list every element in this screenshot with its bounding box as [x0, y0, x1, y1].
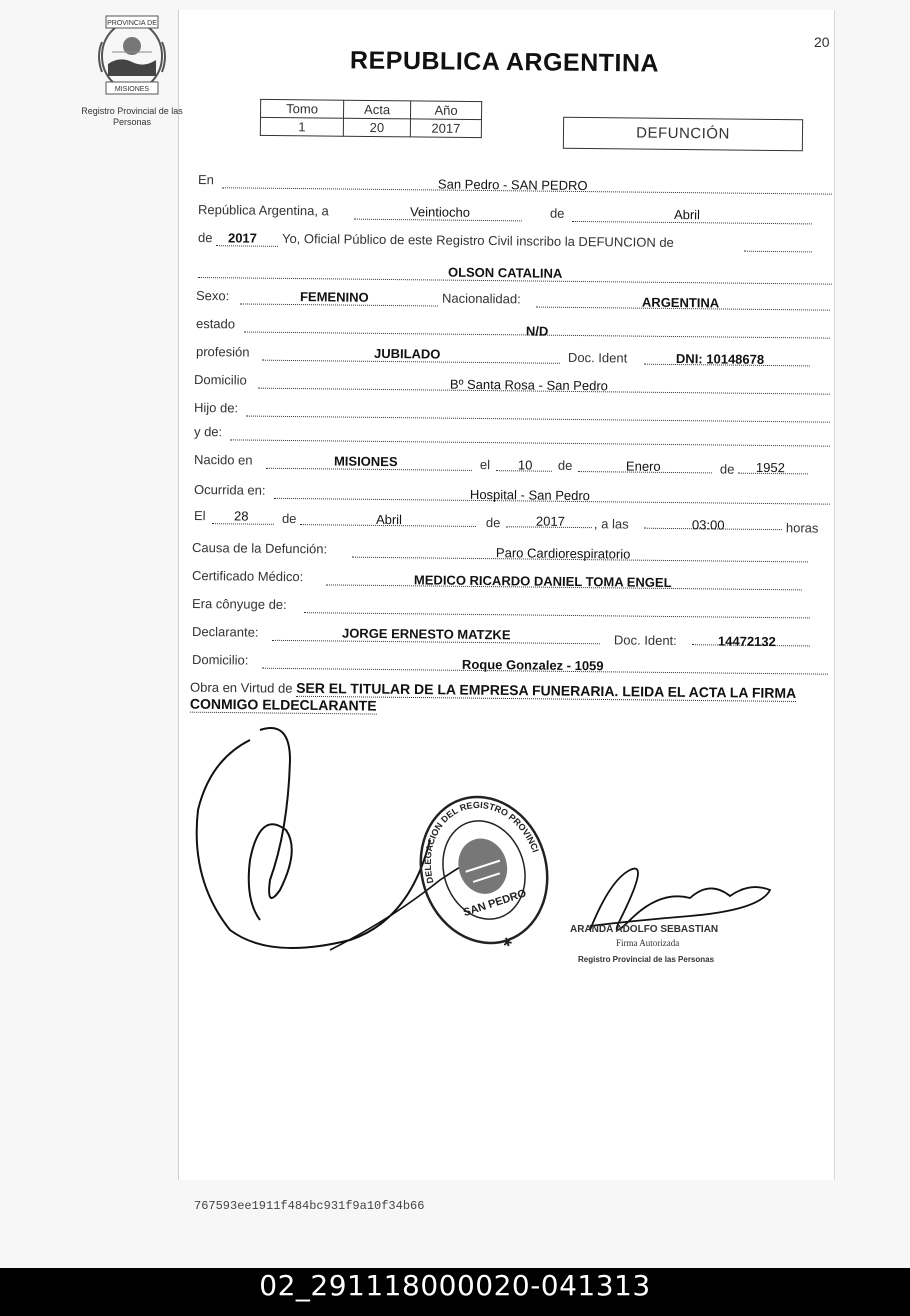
signatures-area: [190, 720, 830, 1000]
yde-label: y de:: [193, 424, 223, 440]
anio-value: 2017: [410, 119, 481, 138]
de-label: de: [549, 205, 565, 221]
alas-label: , a las: [593, 516, 629, 532]
page-number: 20: [814, 34, 830, 50]
certificado-label: Certificado Médico:: [191, 568, 304, 585]
ocurrida-label: Ocurrida en:: [193, 482, 266, 498]
nacionalidad-label: Nacionalidad:: [441, 290, 521, 307]
ocurrida-value: Hospital - San Pedro: [469, 486, 591, 504]
official-signature: [590, 869, 770, 930]
sexo-label: Sexo:: [195, 288, 230, 304]
tomo-acta-anio-table: [260, 99, 482, 138]
nac-mes-value: Enero: [625, 458, 661, 474]
estado-label: estado: [195, 316, 236, 332]
obra-en-virtud: [190, 679, 830, 720]
delegacion-stamp: [402, 780, 568, 968]
anio-prefix: de: [197, 230, 213, 246]
domicilio-value: Bº Santa Rosa - San Pedro: [449, 376, 609, 394]
footer-bar: [0, 1268, 910, 1316]
obra-label: Obra en Virtud de: [190, 679, 293, 696]
acta-header: Acta: [344, 100, 411, 119]
horas-label: horas: [785, 520, 819, 536]
estado-value: N/D: [525, 323, 549, 339]
sexo-value: FEMENINO: [299, 289, 369, 305]
causa-value: Paro Cardiorespiratorio: [495, 545, 631, 562]
conyuge-label: Era cônyuge de:: [191, 596, 287, 612]
decl-dom-label: Domicilio:: [191, 652, 249, 668]
official-name: ARANDA ADOLFO SEBASTIAN: [570, 924, 719, 935]
logo-text-overlay: [92, 12, 172, 96]
profesion-label: profesión: [195, 344, 250, 360]
dia-value: Veintiocho: [409, 204, 471, 220]
tomo-header: Tomo: [261, 99, 344, 118]
fall-mes-value: Abril: [375, 511, 403, 528]
document-type-box: DEFUNCIÓN: [563, 117, 803, 152]
document-title: REPUBLICA ARGENTINA: [349, 46, 660, 78]
logo-top-text: PROVINCIA DE: [107, 20, 157, 27]
nac-de2-label: de: [719, 461, 735, 477]
obra-value: SER EL TITULAR DE LA EMPRESA FUNERARIA. LEIDA EL ACTA LA FIRMA CONMIGO ELDECLARANTE: [189, 679, 797, 714]
logo-bottom-text: MISIONES: [114, 86, 150, 93]
mes-value: Abril: [673, 206, 701, 223]
hijo-label: Hijo de:: [193, 400, 239, 416]
nac-de1-label: de: [557, 457, 573, 473]
decl-doc-value: 14472132: [717, 633, 776, 650]
anio-acto-value: 2017: [227, 230, 258, 246]
doc-ident-label: Doc. Ident: [567, 349, 628, 366]
fall-anio-value: 2017: [535, 513, 565, 529]
nacionalidad-value: ARGENTINA: [641, 294, 720, 311]
decl-doc-label: Doc. Ident:: [613, 632, 677, 649]
doc-ident-value: DNI: 10148678: [675, 351, 765, 367]
domicilio-label: Domicilio: [193, 372, 247, 388]
declarant-signature: [197, 728, 430, 948]
nac-anio-value: 1952: [755, 459, 785, 476]
fall-hora-value: 03:00: [691, 517, 725, 533]
el2-label: El: [193, 508, 206, 524]
dotted-line: [744, 250, 812, 253]
registry-label: Registro Provincial de las Personas: [81, 106, 183, 127]
official-role: Firma Autorizada: [616, 938, 680, 948]
en-value: San Pedro - SAN PEDRO: [437, 176, 588, 194]
certificado-value: MEDICO RICARDO DANIEL TOMA ENGEL: [413, 572, 672, 591]
profesion-value: JUBILADO: [373, 345, 441, 362]
decl-dom-value: Roque Gonzalez - 1059: [461, 656, 604, 674]
yo-text: Yo, Oficial Público de este Registro Civil inscribo la DEFUNCION de: [281, 230, 674, 250]
en-label: En: [197, 172, 214, 188]
el-label: el: [479, 456, 491, 473]
footer-code: 02_291118000020-041313: [259, 1269, 651, 1302]
fall-de2-label: de: [485, 515, 501, 531]
document-hash: 767593ee1911f484bc931f9a10f34b66: [194, 1199, 425, 1213]
nacido-label: Nacido en: [193, 452, 253, 468]
fall-de1-label: de: [281, 510, 297, 527]
causa-label: Causa de la Defunción:: [191, 540, 328, 557]
nacido-value: MISIONES: [333, 453, 398, 470]
stamp-ring-text: DELEGACION DEL REGISTRO PROVINCIAL: [422, 799, 541, 885]
stamp-center-text: SAN PEDRO: [461, 887, 528, 920]
anio-header: Año: [410, 101, 481, 120]
stamp-star-icon: ✱: [500, 934, 515, 951]
nombre-value: OLSON CATALINA: [447, 264, 563, 281]
fall-dia-value: 28: [233, 508, 249, 524]
republica-label: República Argentina, a: [197, 202, 329, 219]
declarante-label: Declarante:: [191, 624, 259, 640]
official-org: Registro Provincial de las Personas: [578, 955, 715, 964]
acta-value: 20: [343, 118, 410, 137]
nac-dia-value: 10: [517, 457, 533, 473]
declarante-value: JORGE ERNESTO MATZKE: [341, 625, 511, 643]
tomo-value: 1: [260, 117, 343, 136]
